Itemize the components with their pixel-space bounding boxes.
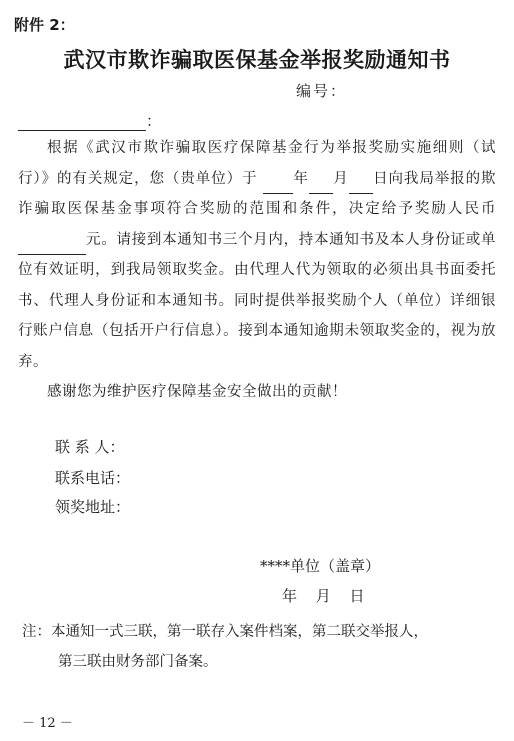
body-paragraph: [18, 133, 496, 377]
month-blank: [309, 177, 333, 194]
notice-body: [18, 133, 496, 408]
addressee-colon: ：: [146, 112, 162, 130]
footnote-line-1: 注：本通知一式三联，第一联存入案件档案，第二联交举报人，: [22, 624, 428, 640]
body-text-2: 日向我局举报的欺诈骗取医保基金事项符合奖励的范围和条件，决定给予奖励人民币: [18, 170, 497, 217]
body-text-1: 根据《武汉市欺诈骗取医疗保障基金行为举报奖励实施细则（试行）》的有关规定，您（贵单位）于: [18, 140, 496, 187]
body-text-3: 元。请接到本通知书三个月内，持本通知书及本人身份证或单位有效证明，到我局领取奖金。由代理人代为领取的必须出具书面委托书、代理人身份证和本通知书。同时提供举报奖励个人（单位）详细银行账户信息（包括开户行信息）。接到本通知逾期未领取奖金的，视为放弃。: [18, 231, 496, 370]
document-title: 武汉市欺诈骗取医保基金举报奖励通知书: [63, 47, 451, 72]
contact-person-label: 联 系 人：: [55, 438, 125, 456]
addressee-blank: [18, 114, 146, 131]
month-label: 月: [332, 170, 349, 187]
footnote: [22, 617, 500, 677]
contact-phone-label: 联系电话：: [55, 469, 131, 487]
year-label: 年: [292, 170, 309, 187]
date-line: 年 月 日: [282, 587, 365, 605]
page-number: － 12 －: [22, 716, 73, 731]
amount-blank: [18, 238, 86, 255]
number-label: 编号：: [296, 82, 348, 100]
thanks-paragraph: 感谢您为维护医疗保障基金安全做出的贡献！: [47, 384, 347, 400]
attachment-label: 附件 2：: [14, 16, 75, 34]
day-blank: [349, 177, 373, 194]
footnote-line-2: 第三联由财务部门备案。: [58, 654, 218, 670]
award-address-label: 领奖地址：: [55, 498, 131, 516]
addressee-line: [18, 110, 161, 131]
year-blank: [263, 177, 293, 194]
seal-line: ****单位（盖章）: [260, 557, 381, 575]
